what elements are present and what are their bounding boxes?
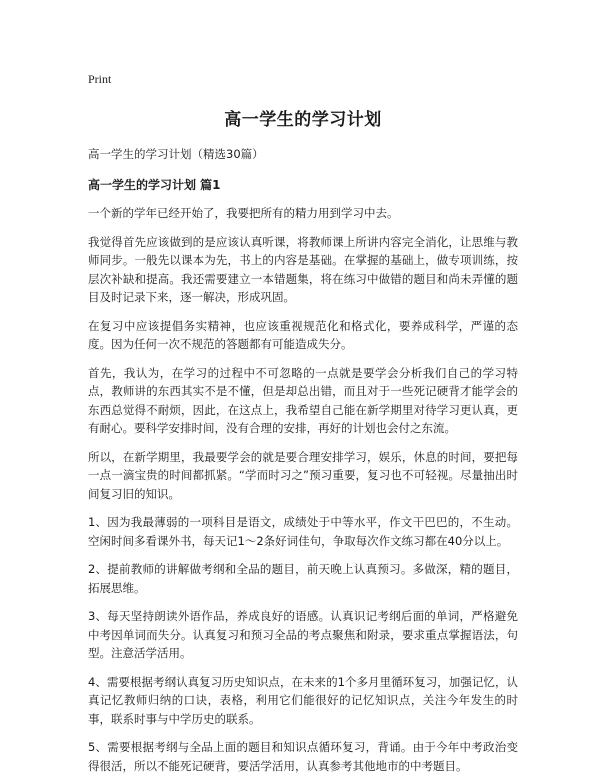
list-item-english: 3、每天坚持朗读外语作品，养成良好的语感。认真识记考纲后面的单词，严格避免中考因单词而失分。认真复习和预习全品的考点聚焦和附录，要求重点掌握语法，句型。注意活学活用。 bbox=[88, 609, 518, 660]
paragraph-review: 在复习中应该提倡务实精神，也应该重视规范化和格式化，要养成科学，严谨的态度。因为任何一次不规范的答题都有可能造成失分。 bbox=[88, 318, 518, 351]
section-heading: 高一学生的学习计划 篇1 bbox=[88, 178, 221, 192]
document-subtitle: 高一学生的学习计划（精选30篇） bbox=[88, 147, 264, 161]
paragraph-listening: 我觉得首先应该做到的是应该认真听课，将教师课上所讲内容完全消化，让思维与教师同步。一般先以课本为先，书上的内容是基础。在掌握的基础上，做专项训练，按层次补缺和提高。我还需要建立一本错题集，将在练习中做错的题目和尚未弄懂的题目及时记录下来，逐一解决，形成巩固。 bbox=[88, 234, 518, 304]
print-link[interactable]: Print bbox=[88, 72, 112, 86]
list-item-history: 4、需要根据考纲认真复习历史知识点，在未来的1个多月里循环复习，加强记忆，认真记忆教师归纳的口诀，表格，利用它们能很好的记忆知识点，关注今年发生的时事，联系时事与中学历史的联系。 bbox=[88, 674, 518, 726]
page-title: 高一学生的学习计划 bbox=[224, 110, 382, 130]
paragraph-intro: 一个新的学年已经开始了，我要把所有的精力用到学习中去。 bbox=[88, 206, 399, 220]
paragraph-analysis: 首先，我认为，在学习的过程中不可忽略的一点就是要学会分析我们自己的学习特点，教师讲的东西其实不是不懂，但是却总出错，而且对于一些死记硬背才能学会的东西总觉得不耐烦，因此，在这点上，我希望自己能在新学期里对待学习更认真，更有耐心。要科学安排时间，没有合理的安排，再好的计划也会付之东流。 bbox=[88, 365, 518, 435]
document-page bbox=[88, 70, 518, 775]
paragraph-time-management: 所以，在新学期里，我最要学会的就是要合理安排学习，娱乐，休息的时间，要把每一点一滴宝贵的时间都抓紧。“学而时习之”预习重要，复习也不可轻视。尽量抽出时间复习旧的知识。 bbox=[88, 449, 518, 501]
list-item-preview: 2、提前教师的讲解做考纲和全品的题目，前天晚上认真预习。多做深，精的题目，拓展思维。 bbox=[88, 562, 518, 595]
list-item-chinese: 1、因为我最薄弱的一项科目是语文，成绩处于中等水平，作文干巴巴的，不生动。空闲时间多看课外书，每天记1～2条好词佳句，争取每次作文练习都在40分以上。 bbox=[88, 515, 518, 548]
list-item-politics: 5、需要根据考纲与全品上面的题目和知识点循环复习，背诵。由于今年中考政治变得很活，所以不能死记硬背，要活学活用，认真参考其他地市的中考题目。 bbox=[88, 740, 518, 773]
